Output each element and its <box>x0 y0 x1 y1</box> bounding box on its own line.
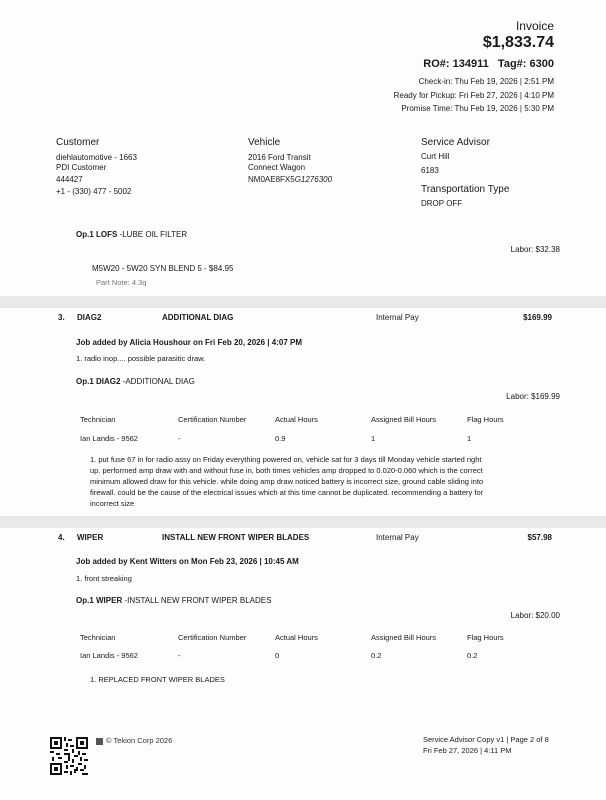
advisor-id: 6183 <box>421 166 439 175</box>
job3-amount: $169.99 <box>523 313 552 322</box>
job4-op-label: Op.1 WIPER <box>76 596 123 605</box>
job4-labor: Labor: $20.00 <box>510 611 560 620</box>
checkin-time: Check-in: Thu Feb 19, 2026 | 2:51 PM <box>418 77 554 86</box>
job4-number: 4. <box>58 533 65 542</box>
footer-copy-info: Service Advisor Copy v1 | Page 2 of 8 <box>423 735 549 744</box>
job4-op-desc: -INSTALL NEW FRONT WIPER BLADES <box>122 596 272 605</box>
job3-note-line3: minimum allowed draw for this vehicle. while doing amp draw noticed battery is incorrect size, ground cable sliding into <box>90 477 484 486</box>
customer-type: PDI Customer <box>56 163 107 172</box>
job4-pay-type: Internal Pay <box>376 533 419 542</box>
tag-number: 6300 <box>529 58 554 70</box>
job4-col-assigned: Assigned Bill Hours <box>371 633 437 642</box>
job3-note-line1: 1. put fuse 67 in for radio assy on Friday everything powered on, vehicle sat for 3 days till Monday vehicle started right <box>90 455 482 464</box>
vehicle-model-line2: Connect Wagon <box>248 163 306 172</box>
job4-note-line1: 1. REPLACED FRONT WIPER BLADES <box>90 675 225 684</box>
section-divider <box>0 296 606 308</box>
job3-col-assigned: Assigned Bill Hours <box>371 415 437 424</box>
advisor-name: Curt Hill <box>421 152 450 161</box>
section-divider <box>0 516 606 528</box>
ready-time: Ready for Pickup: Fri Feb 27, 2026 | 4:10 PM <box>393 91 554 100</box>
customer-id: 444427 <box>56 175 83 184</box>
advisor-heading: Service Advisor <box>421 137 490 148</box>
job4-col-flag: Flag Hours <box>467 633 504 642</box>
job3-labor: Labor: $169.99 <box>506 392 560 401</box>
job3-code: DIAG2 <box>77 313 102 322</box>
job3-note-line2: up. performed amp draw with and without fuse in, both times vehicles amp dropped to 0.020-0.060 which is the correct <box>90 466 483 475</box>
job3-pay-type: Internal Pay <box>376 313 419 322</box>
vehicle-model-line1: 2016 Ford Transit <box>248 153 311 162</box>
job3-note-line5: incorrect size <box>90 499 135 508</box>
vehicle-vin <box>248 175 332 184</box>
footer-printed-time: Fri Feb 27, 2026 | 4:11 PM <box>423 746 512 755</box>
job3-note-line4: firewall. could be the cause of the electrical issues which at this time cannot be duplicated. recommending a battery for <box>90 488 484 497</box>
job3-col-technician: Technician <box>80 415 116 424</box>
lofs-part: M5W20 - 5W20 SYN BLEND 5 - $84.95 <box>92 264 234 273</box>
customer-name: diehlautomotive - 1663 <box>56 153 137 162</box>
job3-cell-actual: 0.9 <box>275 434 286 443</box>
job3-added-by: Job added by Alicia Houshour on Fri Feb 20, 2026 | 4:07 PM <box>76 338 302 347</box>
job4-cell-assigned: 0.2 <box>371 651 382 660</box>
job4-col-technician: Technician <box>80 633 116 642</box>
job3-cell-technician: Ian Landis - 9562 <box>80 434 138 443</box>
lofs-part-note: Part Note: 4.3q <box>96 278 147 287</box>
job3-op-label: Op.1 DIAG2 <box>76 377 121 386</box>
ro-label: RO# <box>423 58 446 70</box>
lofs-op <box>76 230 187 239</box>
doc-type: Invoice <box>515 19 554 33</box>
job4-col-cert: Certification Number <box>178 633 247 642</box>
transport-value: DROP OFF <box>421 199 463 208</box>
footer-copyright <box>96 736 172 745</box>
vehicle-heading: Vehicle <box>248 137 281 148</box>
job3-concern: 1. radio inop.... possible parasitic draw. <box>76 354 206 363</box>
job4-op <box>76 596 271 605</box>
job3-cell-cert: - <box>178 434 181 443</box>
job4-cell-cert: - <box>178 651 181 660</box>
ro-tag-line: RO#: 134911 Tag#: 6300 <box>423 58 554 70</box>
ro-number: 134911 <box>452 58 489 70</box>
lofs-op-label: Op.1 LOFS <box>76 230 118 239</box>
job3-cell-flag: 1 <box>467 434 472 443</box>
job3-col-cert: Certification Number <box>178 415 247 424</box>
invoice-total: $1,833.74 <box>482 34 554 51</box>
job4-concern: 1. front streaking <box>76 574 132 583</box>
job4-cell-flag: 0.2 <box>467 651 478 660</box>
job4-cell-technician: Ian Landis - 9562 <box>80 651 138 660</box>
customer-heading: Customer <box>56 137 100 148</box>
copyright-text: © Tekion Corp 2026 <box>106 736 173 745</box>
job4-added-by: Job added by Kent Witters on Mon Feb 23, 2026 | 10:45 AM <box>76 557 299 566</box>
job3-title: ADDITIONAL DIAG <box>162 313 234 322</box>
job3-col-actual: Actual Hours <box>275 415 318 424</box>
qr-code <box>50 737 88 775</box>
promise-time: Promise Time: Thu Feb 19, 2026 | 5:30 PM <box>401 104 554 113</box>
tag-label: Tag# <box>497 58 523 70</box>
job3-number: 3. <box>58 313 65 322</box>
job3-op-desc: -ADDITIONAL DIAG <box>120 377 195 386</box>
lofs-op-desc: -LUBE OIL FILTER <box>117 230 188 239</box>
job4-title: INSTALL NEW FRONT WIPER BLADES <box>162 533 310 542</box>
tekion-logo-icon <box>96 738 103 745</box>
job4-cell-actual: 0 <box>275 651 280 660</box>
job4-amount: $57.98 <box>527 533 552 542</box>
job4-code: WIPER <box>77 533 104 542</box>
vin-prefix: NM0AE8FX5 <box>248 175 295 184</box>
lofs-labor: Labor: $32.38 <box>510 245 560 254</box>
job3-cell-assigned: 1 <box>371 434 376 443</box>
job4-col-actual: Actual Hours <box>275 633 318 642</box>
customer-phone: +1 - (330) 477 - 5002 <box>56 187 132 196</box>
vin-suffix: G1276300 <box>294 175 333 184</box>
transport-heading: Transportation Type <box>421 184 510 195</box>
job3-col-flag: Flag Hours <box>467 415 504 424</box>
job3-op <box>76 377 195 386</box>
